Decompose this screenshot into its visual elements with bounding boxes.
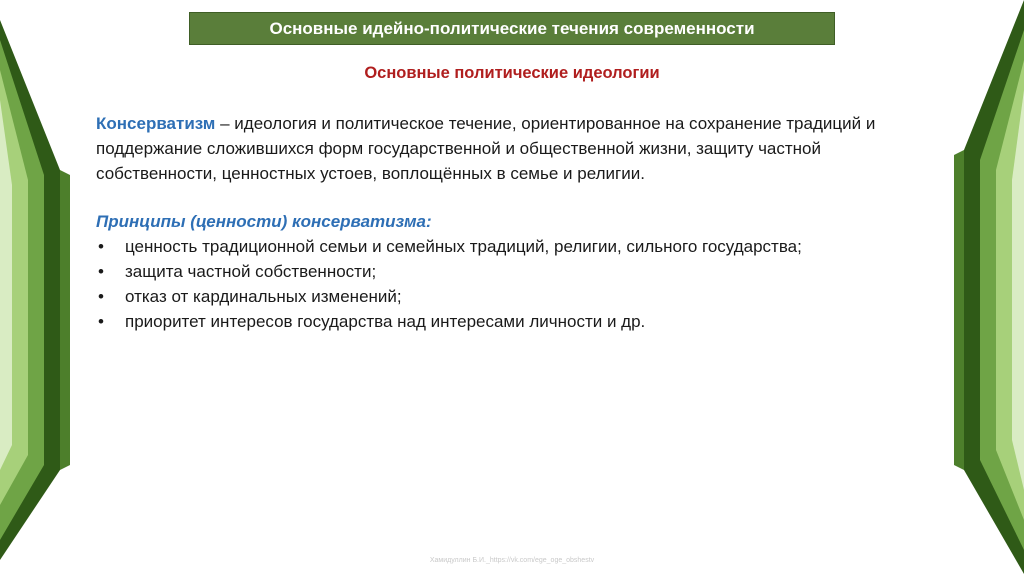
principles-heading: Принципы (ценности) консерватизма: [96,212,432,231]
principles-list [96,234,926,334]
bullet-icon: • [98,237,104,256]
list-item: • приоритет интересов государства над интересами личности и др. [96,309,926,334]
bullet-icon: • [98,287,104,306]
right-decorative-stripes [934,0,1024,574]
definition-text: – идеология и политическое течение, ориентированное на сохранение традиций и поддержание сложившихся форм государственной и общественной жизни, защиту частной собственности, ценностных устоев, воплощённых в семье и религии. [96,114,876,183]
list-item: • отказ от кардинальных изменений; [96,284,926,309]
footer-credit: Хамидуллин Б.И._https://vk.com/ege_oge_obshestv [429,557,595,564]
slide-content [96,111,926,334]
left-decorative-stripes [0,0,90,574]
bullet-icon: • [98,262,104,281]
definition-term: Консерватизм [96,114,216,133]
definition-paragraph [96,111,926,186]
slide-subtitle: Основные политические идеологии [364,64,660,82]
slide-title: Основные идейно-политические течения современности [269,18,755,38]
list-item: • защита частной собственности; [96,259,926,284]
bullet-icon: • [98,312,104,331]
slide-title-bar [189,12,835,45]
list-item: • ценность традиционной семьи и семейных традиций, религии, сильного государства; [96,234,926,259]
